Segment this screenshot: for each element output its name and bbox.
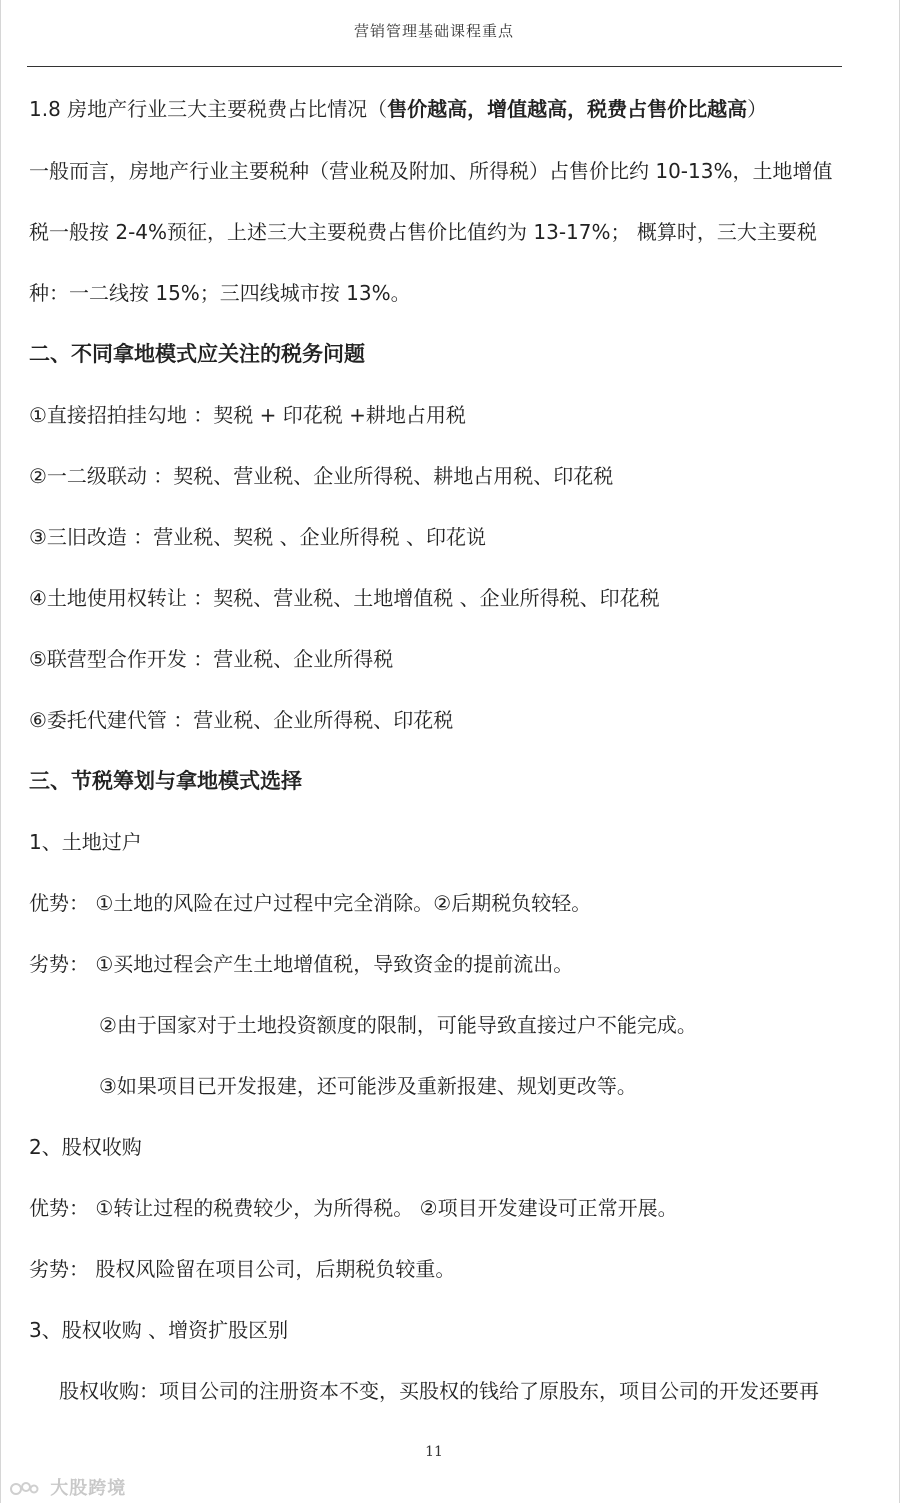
text-line: ③三旧改造 ：营业税、契税 、企业所得税 、印花说 [29, 525, 487, 549]
bold-text: 售价越高，增值越高，税费占售价比越高 [387, 97, 748, 121]
text-line: ④土地使用权转让 ：契税、营业税、土地增值税 、企业所得税、印花税 [29, 586, 660, 610]
text-span: ） [747, 97, 768, 121]
watermark-text: 大股跨境 [50, 1478, 127, 1499]
section-heading: 三、节税筹划与拿地模式选择 [29, 769, 302, 793]
page-header-title: 营销管理基础课程重点 [353, 22, 514, 40]
text-line: 3、股权收购 、增资扩股区别 [29, 1318, 289, 1342]
text-line: 股权收购：项目公司的注册资本不变，买股权的钱给了原股东，项目公司的开发还要再 [59, 1379, 819, 1403]
text-span: 1.8 房地产行业三大主要税费占比情况（ [29, 97, 388, 121]
text-line: ③如果项目已开发报建，还可能涉及重新报建、规划更改等。 [99, 1074, 637, 1098]
text-line: 优势： ①土地的风险在过户过程中完全消除。②后期税负较轻。 [29, 891, 592, 915]
text-line: 劣势： 股权风险留在项目公司，后期税负较重。 [29, 1257, 456, 1281]
text-line: ②由于国家对于土地投资额度的限制，可能导致直接过户不能完成。 [99, 1013, 697, 1037]
section-heading: 二、不同拿地模式应关注的税务问题 [29, 342, 365, 366]
text-line: ⑤联营型合作开发 ：营业税、企业所得税 [29, 647, 394, 671]
header-divider [27, 66, 842, 67]
watermark [9, 1474, 126, 1500]
text-line: ②一二级联动 ：契税、营业税、企业所得税、耕地占用税、印花税 [29, 464, 614, 488]
text-line: ⑥委托代建代管 ：营业税、企业所得税、印花税 [29, 708, 454, 732]
text-line: 一般而言，房地产行业主要税种（营业税及附加、所得税）占售价比约 10-13%，土地增值 [29, 159, 833, 183]
text-line: 税一般按 2-4%预征，上述三大主要税费占售价比值约为 13-17%； 概算时，三大主要税 [29, 220, 817, 244]
text-line: 劣势： ①买地过程会产生土地增值税，导致资金的提前流出。 [29, 952, 574, 976]
watermark-logo-icon [9, 1480, 39, 1498]
page-number: 11 [425, 1444, 443, 1460]
text-line: 种：一二线按 15%；三四线城市按 13%。 [29, 281, 411, 305]
text-line: 1、土地过户 [29, 830, 142, 854]
text-line: 2、股权收购 [29, 1135, 142, 1159]
text-line: 优势： ①转让过程的税费较少，为所得税。 ②项目开发建设可正常开展。 [29, 1196, 678, 1220]
text-line [29, 96, 767, 122]
text-line: ①直接招拍挂勾地 ：契税 + 印花税 +耕地占用税 [29, 403, 466, 427]
